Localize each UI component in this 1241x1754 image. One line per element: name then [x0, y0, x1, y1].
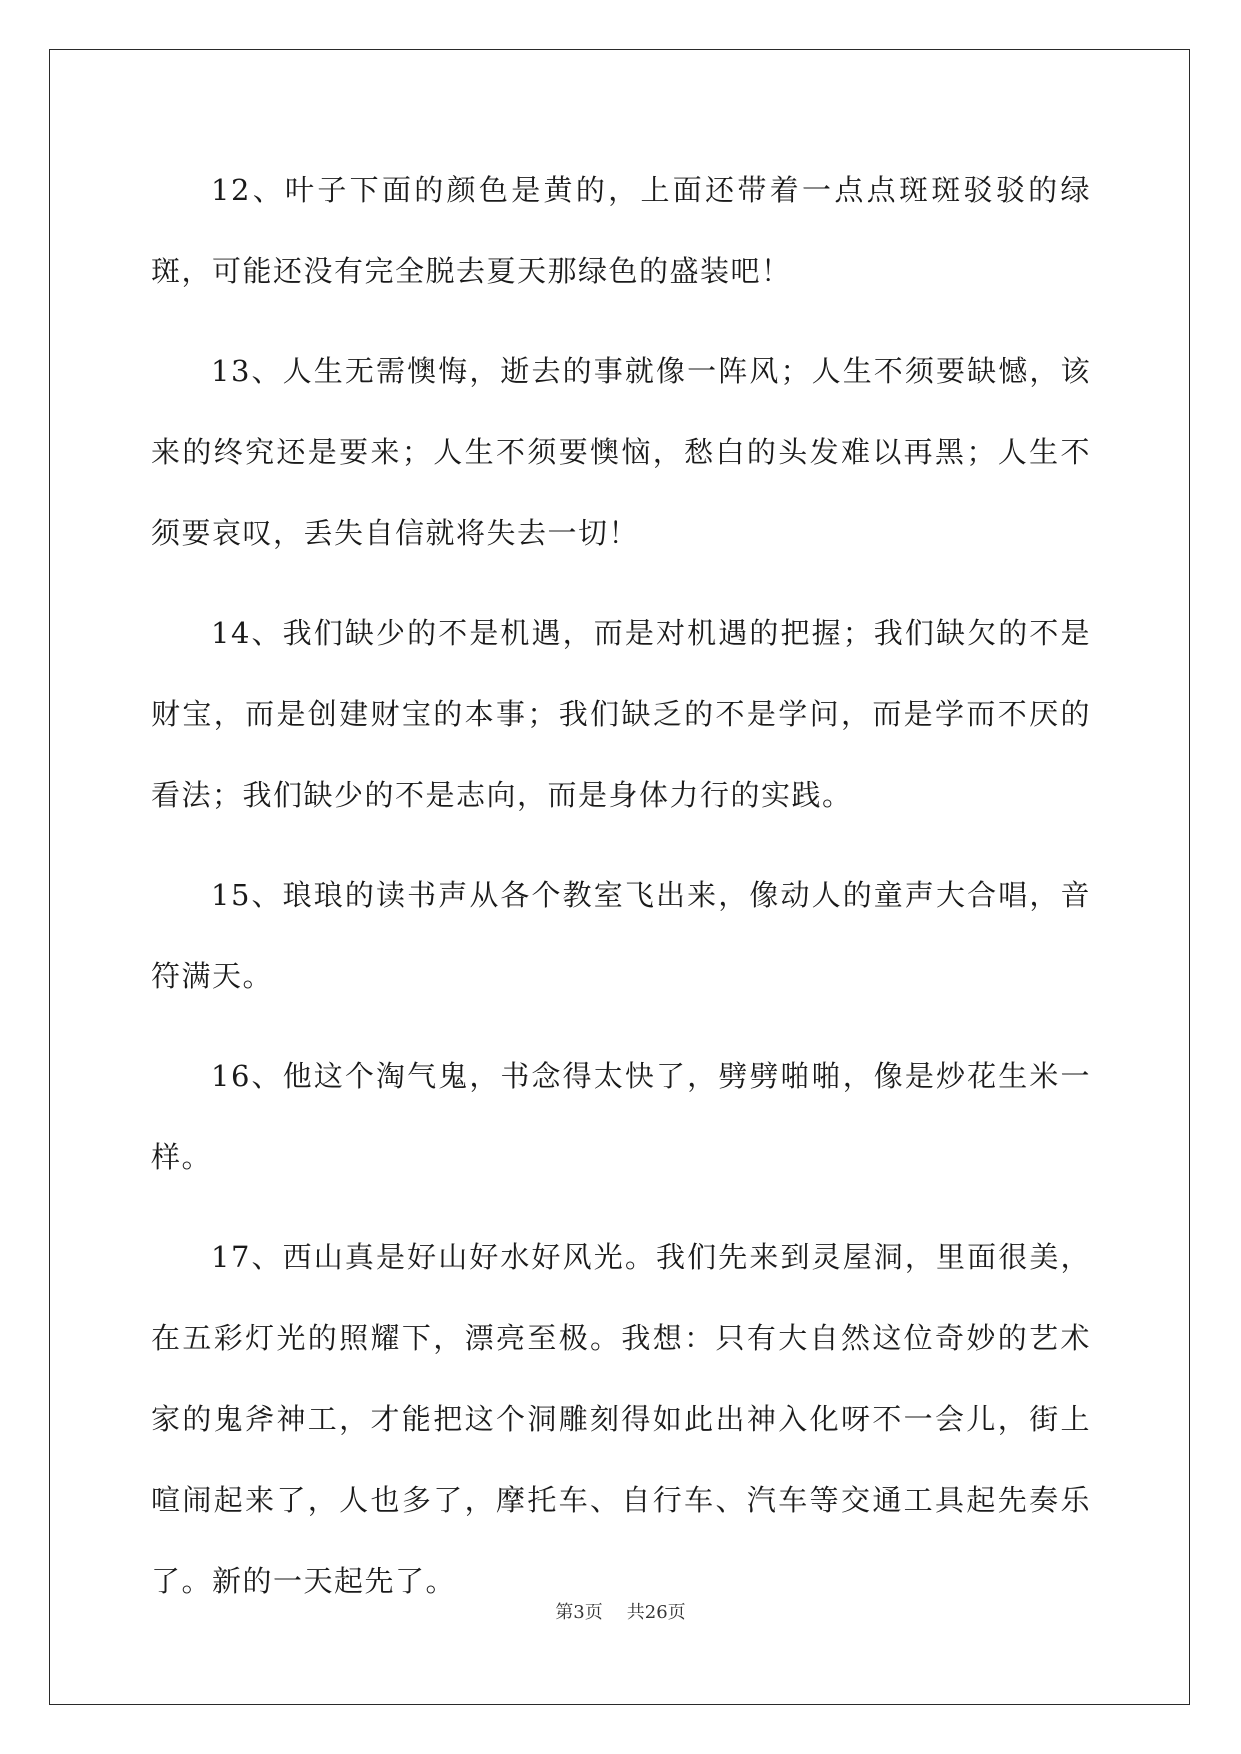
paragraph-15: 15、琅琅的读书声从各个教室飞出来，像动人的童声大合唱，音符满天。 — [151, 878, 1091, 993]
paragraph-14: 14、我们缺少的不是机遇，而是对机遇的把握；我们缺欠的不是财宝，而是创建财宝的本事；我们缺乏的不是学问，而是学而不厌的看法；我们缺少的不是志向，而是身体力行的实践。 — [151, 616, 1091, 812]
page-footer — [0, 1598, 1241, 1624]
page-total: 共26页 — [626, 1602, 686, 1623]
paragraph-16: 16、他这个淘气鬼，书念得太快了，劈劈啪啪，像是炒花生米一样。 — [151, 1059, 1091, 1174]
paragraph-13: 13、人生无需懊悔，逝去的事就像一阵风；人生不须要缺憾，该来的终究还是要来；人生不须要懊恼，愁白的头发难以再黑；人生不须要哀叹，丢失自信就将失去一切！ — [151, 354, 1091, 550]
document-body — [151, 150, 1091, 1641]
paragraph-17: 17、西山真是好山好水好风光。我们先来到灵屋洞，里面很美，在五彩灯光的照耀下，漂亮至极。我想：只有大自然这位奇妙的艺术家的鬼斧神工，才能把这个洞雕刻得如此出神入化呀不一会儿，街上喧闹起来了，人也多了，摩托车、自行车、汽车等交通工具起先奏乐了。新的一天起先了。 — [151, 1240, 1091, 1598]
page-number: 第3页 — [555, 1602, 603, 1623]
paragraph-12: 12、叶子下面的颜色是黄的，上面还带着一点点斑斑驳驳的绿斑，可能还没有完全脱去夏天那绿色的盛装吧！ — [151, 173, 1091, 288]
